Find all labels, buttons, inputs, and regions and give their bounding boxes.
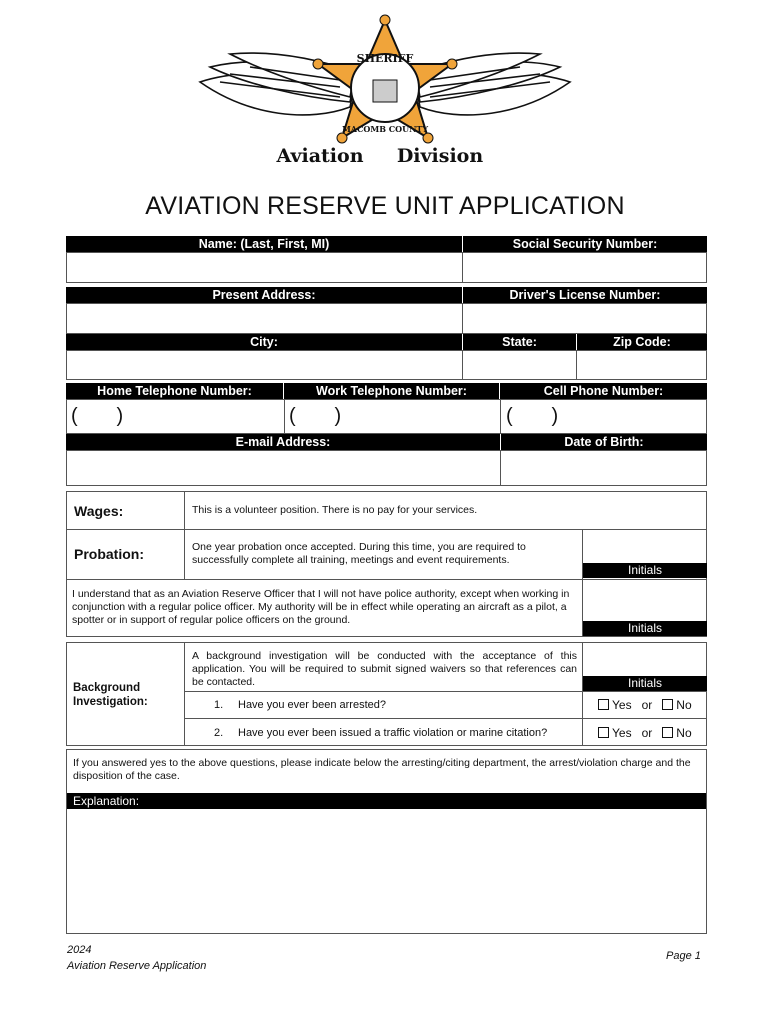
home-area-code-parens: ( ) [71,405,124,427]
phone-header [66,383,707,399]
dob-field[interactable] [500,450,707,486]
address-label: Present Address: [212,288,316,302]
state-field[interactable] [462,350,577,380]
explanation-label: Explanation: [67,793,706,809]
city-state-zip-header [66,334,707,350]
left-wing [200,53,355,115]
cell-phone-label: Cell Phone Number: [543,384,664,398]
question-2-text: Have you ever been issued a traffic violation or marine citation? [238,727,548,739]
badge-top-text: SHERIFF [356,52,414,65]
no-label: No [676,698,692,712]
question-1-number: 1. [214,699,224,711]
question-2-yes-checkbox[interactable] [598,727,609,738]
followup-text: If you answered yes to the above questions, please indicate below the arresting/citing department, the arrest/violation charge and the disposition of the case. [73,757,691,782]
home-phone-label: Home Telephone Number: [97,384,252,398]
license-label: Driver's License Number: [509,288,661,302]
license-field[interactable] [462,303,707,334]
yes-label: Yes [612,726,632,740]
zip-field[interactable] [576,350,707,380]
address-license-header [66,287,707,303]
question-2-no-checkbox[interactable] [662,727,673,738]
email-label: E-mail Address: [235,435,331,449]
name-field[interactable] [66,252,463,283]
city-field[interactable] [66,350,463,380]
probation-text: One year probation once accepted. During this time, you are required to successfully complete all training, meetings and event requirements. [192,541,526,566]
wages-label: Wages: [74,503,124,519]
city-label: City: [250,335,278,349]
sheriff-aviation-logo [190,12,580,172]
authority-text: I understand that as an Aviation Reserve Officer that I will not have police authority, except when working in conjunction with a regular police officer. My authority will be in effect while operating an aircraft as a pilot, a spotter or in support of regular police officers on the ground. [72,588,570,626]
state-label: State: [502,335,537,349]
work-area-code-parens: ( ) [289,405,342,427]
logo-caption-left: Aviation [276,145,364,167]
address-field[interactable] [66,303,463,334]
probation-initials-label: Initials [583,563,707,578]
explanation-field[interactable] [67,809,706,933]
wages-text: This is a volunteer position. There is no pay for your services. [192,504,478,516]
question-1-yes-checkbox[interactable] [598,699,609,710]
question-1-answer [598,698,692,712]
email-field[interactable] [66,450,501,486]
background-text: A background investigation will be conducted with the acceptance of this application. You will be required to submit signed waivers so that references can be contacted. [192,650,577,688]
question-2-number: 2. [214,727,224,739]
logo-caption-right: Division [396,145,484,167]
or-label: or [641,698,653,712]
ssn-label: Social Security Number: [512,237,658,251]
background-label: Background Investigation: [73,682,148,708]
background-initials-label: Initials [583,676,707,691]
email-dob-header [66,434,707,450]
yes-label: Yes [612,698,632,712]
name-label: Name: (Last, First, MI) [198,237,330,251]
footer-doc-name: Aviation Reserve Application [67,960,207,972]
question-2-answer [598,726,692,740]
or-label: or [641,726,653,740]
work-phone-label: Work Telephone Number: [316,384,467,398]
form-title: AVIATION RESERVE UNIT APPLICATION [145,192,625,220]
badge-bottom-text: MACOMB COUNTY [341,124,429,134]
name-ssn-header [66,236,707,252]
authority-initials-label: Initials [583,621,707,636]
dob-label: Date of Birth: [564,435,644,449]
probation-label: Probation: [74,546,144,562]
right-wing [415,53,570,115]
cell-area-code-parens: ( ) [506,405,559,427]
footer-page-number: Page 1 [666,950,701,962]
zip-label: Zip Code: [613,335,671,349]
no-label: No [676,726,692,740]
question-1-no-checkbox[interactable] [662,699,673,710]
footer-year: 2024 [67,944,92,956]
question-1-text: Have you ever been arrested? [238,699,386,711]
ssn-field[interactable] [462,252,707,283]
